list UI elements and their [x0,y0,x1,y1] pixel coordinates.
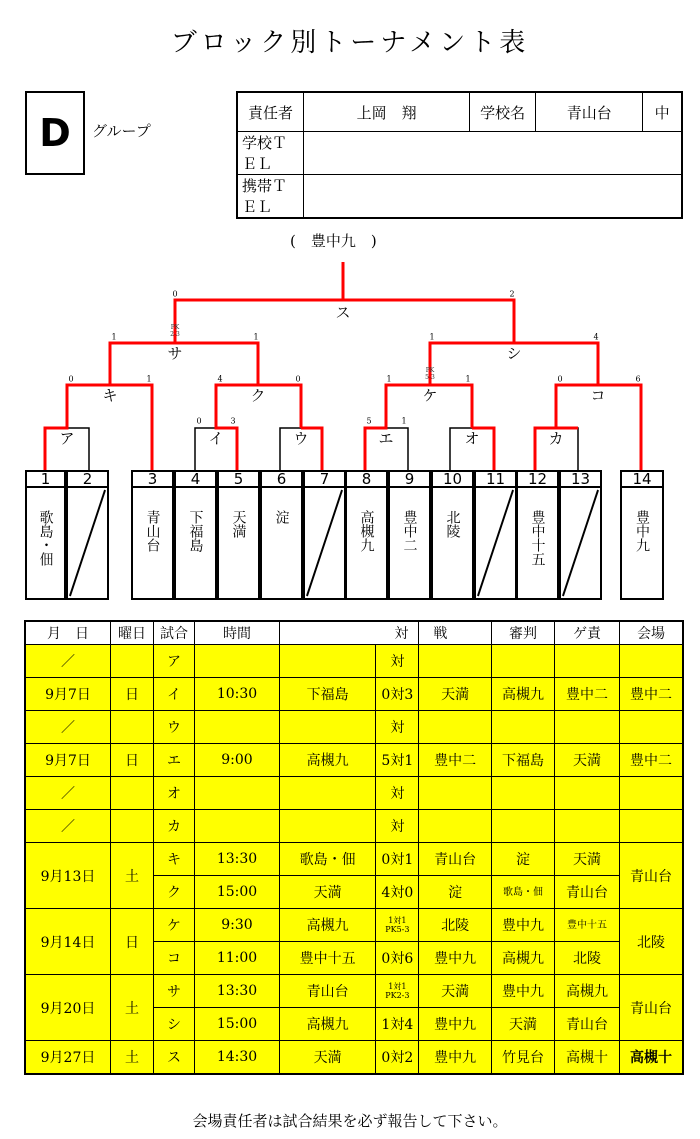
cell-venue[interactable]: 青山台 [620,843,684,909]
cell-game-sup[interactable]: 豊中二 [555,678,620,711]
cell-game-sup[interactable]: 高槻十 [555,1041,620,1075]
score-ke-right: 1 [465,374,471,384]
cell-match[interactable]: ア [154,645,195,678]
cell-score[interactable]: 0対6 [376,942,419,975]
cell-venue[interactable]: 北陵 [620,909,684,975]
cell-away[interactable]: 豊中二 [419,744,492,777]
cell-game-sup[interactable]: 北陵 [555,942,620,975]
cell-score[interactable]: 対 [376,645,419,678]
cell-home[interactable]: 天満 [280,876,376,909]
team-name: 北陵 [444,510,461,538]
cell-time[interactable] [195,711,280,744]
cell-date[interactable]: ／ [25,645,111,678]
cell-home[interactable]: 天満 [280,1041,376,1075]
header-time: 時間 [195,621,280,645]
match-i-label: イ [208,429,224,448]
responsible-label: 責任者 [237,92,304,132]
cell-away[interactable]: 北陵 [419,909,492,942]
cell-time[interactable]: 11:00 [195,942,280,975]
team-number: 8 [345,470,388,488]
header-match-up: 戦 [419,621,492,645]
header-referee: 審判 [492,621,555,645]
cell-game-sup[interactable]: 青山台 [555,876,620,909]
team-name: 青山台 [144,510,161,552]
score-shi-left: 1 [429,332,435,342]
cell-time[interactable] [195,777,280,810]
team-name: 豊中十五 [529,510,546,566]
cell-date[interactable]: ／ [25,777,111,810]
cell-time[interactable]: 15:00 [195,1008,280,1041]
champion-label: ( 豊中九 ) [290,232,377,250]
schedule-row [25,777,683,810]
cell-time[interactable] [195,645,280,678]
match-sa-label: サ [167,344,183,363]
cell-away[interactable] [419,645,492,678]
cell-score[interactable] [376,975,419,1008]
cell-match[interactable]: コ [154,942,195,975]
cell-date[interactable]: ／ [25,810,111,843]
cell-match[interactable]: ウ [154,711,195,744]
cell-referee[interactable] [492,645,555,678]
match-a-label: ア [59,429,75,448]
cell-day[interactable]: 土 [111,843,154,909]
score-ki-left: 0 [68,374,74,384]
cell-home[interactable] [280,810,376,843]
group-label: グループ [92,122,151,140]
cell-day[interactable]: 日 [111,744,154,777]
team-name-cell [345,488,388,600]
cell-away[interactable]: 青山台 [419,843,492,876]
team-number: 14 [620,470,664,488]
schedule-row [25,678,683,711]
team-blank-cell [474,488,517,600]
blank-slash [305,488,344,598]
cell-referee[interactable]: 高槻九 [492,678,555,711]
cell-game-sup[interactable] [555,645,620,678]
score-ke-pk: PK 5-3 [425,367,435,381]
team-name-cell [516,488,559,600]
cell-score[interactable]: 5対1 [376,744,419,777]
cell-match[interactable]: ケ [154,909,195,942]
score-ki-right: 1 [146,374,152,384]
cell-referee[interactable]: 下福島 [492,744,555,777]
cell-game-sup[interactable] [555,777,620,810]
team-name: 豊中二 [401,510,418,552]
cell-home[interactable]: 下福島 [280,678,376,711]
cell-score-pk: PK5-3 [385,925,410,934]
match-ki-label: キ [102,386,118,405]
team-number: 7 [303,470,346,488]
team-name-cell [25,488,66,600]
blank-slash [561,488,600,598]
cell-home[interactable] [280,645,376,678]
team-number: 5 [217,470,260,488]
cell-game-sup[interactable] [555,711,620,744]
cell-referee[interactable]: 豊中九 [492,975,555,1008]
schedule-row [25,909,683,942]
score-su-right: 2 [509,289,515,299]
cell-home[interactable] [280,711,376,744]
team-number: 3 [131,470,174,488]
cell-game-sup[interactable]: 高槻九 [555,975,620,1008]
cell-away[interactable]: 天満 [419,678,492,711]
cell-venue[interactable] [620,711,684,744]
score-ku-right: 0 [295,374,301,384]
cell-day[interactable]: 土 [111,1041,154,1075]
match-ko-label: コ [590,386,606,405]
team-number: 10 [431,470,474,488]
cell-time[interactable]: 9:30 [195,909,280,942]
header-vs: 対 [280,621,419,645]
responsible-value[interactable]: 上岡 翔 [304,92,470,132]
team-number: 12 [516,470,559,488]
team-number: 2 [66,470,109,488]
cell-date[interactable]: 9月20日 [25,975,111,1041]
cell-home[interactable] [280,777,376,810]
cell-score[interactable]: 対 [376,711,419,744]
cell-score[interactable]: 1対4 [376,1008,419,1041]
score-su-left: 0 [172,289,178,299]
cell-day[interactable] [111,810,154,843]
cell-home[interactable]: 歌島・佃 [280,843,376,876]
header-day: 曜日 [111,621,154,645]
cell-away[interactable]: 淀 [419,876,492,909]
score-i-left: 0 [196,416,202,426]
cell-time[interactable]: 15:00 [195,876,280,909]
match-ku-label: ク [250,386,266,405]
team-number: 13 [559,470,602,488]
blank-slash [68,488,107,598]
match-ke-label: ケ [422,386,438,405]
cell-date[interactable]: 9月7日 [25,678,111,711]
cell-venue[interactable]: 豊中二 [620,744,684,777]
footer-note: 会場責任者は試合結果を必ず報告して下さい。 [192,1112,508,1130]
cell-time[interactable]: 10:30 [195,678,280,711]
cell-referee[interactable]: 淀 [492,843,555,876]
cell-referee[interactable]: 竹見台 [492,1041,555,1075]
cell-match[interactable]: ク [154,876,195,909]
cell-score[interactable]: 対 [376,810,419,843]
cell-away[interactable]: 天満 [419,975,492,1008]
team-name: 淀 [273,510,290,524]
schedule-row [25,645,683,678]
cell-referee[interactable] [492,711,555,744]
cell-score[interactable]: 4対0 [376,876,419,909]
cell-home[interactable]: 豊中十五 [280,942,376,975]
cell-home[interactable]: 高槻九 [280,909,376,942]
cell-score[interactable]: 0対1 [376,843,419,876]
blank-slash [476,488,515,598]
score-ke-left: 1 [386,374,392,384]
score-sa-left: 1 [111,332,117,342]
cell-venue[interactable]: 青山台 [620,975,684,1041]
page-title: ブロック別トーナメント表 [170,28,530,58]
school-value[interactable]: 青山台 [536,92,643,132]
cell-score-main: 1対1 [388,982,407,991]
cell-match[interactable]: キ [154,843,195,876]
cell-score[interactable]: 対 [376,777,419,810]
cell-time[interactable]: 13:30 [195,843,280,876]
cell-venue[interactable]: 豊中二 [620,678,684,711]
schedule-row [25,843,683,876]
cell-referee[interactable]: 高槻九 [492,942,555,975]
score-i-right: 3 [230,416,236,426]
team-number: 11 [474,470,517,488]
score-ko-left: 0 [557,374,563,384]
cell-date[interactable]: 9月13日 [25,843,111,909]
cell-match[interactable]: シ [154,1008,195,1041]
cell-match[interactable]: カ [154,810,195,843]
score-sa-right: 1 [253,332,259,342]
school-label: 学校名 [470,92,536,132]
cell-day[interactable]: 日 [111,678,154,711]
cell-match[interactable]: イ [154,678,195,711]
cell-score-pk: PK2-3 [385,991,410,1000]
team-number: 4 [174,470,217,488]
team-name-cell [260,488,303,600]
cell-match[interactable]: オ [154,777,195,810]
cell-referee[interactable]: 天満 [492,1008,555,1041]
header-date: 月 日 [25,621,111,645]
score-ko-right: 6 [635,374,641,384]
header-venue: 会場 [620,621,684,645]
cell-score[interactable]: 0対2 [376,1041,419,1075]
cell-day[interactable] [111,777,154,810]
cell-venue[interactable] [620,810,684,843]
cell-day[interactable] [111,711,154,744]
team-blank-cell [66,488,109,600]
cell-day[interactable]: 土 [111,975,154,1041]
cell-day[interactable]: 日 [111,909,154,975]
cell-away[interactable]: 豊中九 [419,1041,492,1075]
schedule-row [25,711,683,744]
cell-time[interactable]: 13:30 [195,975,280,1008]
team-name: 下福島 [187,510,204,552]
cell-referee[interactable]: 豊中九 [492,909,555,942]
cell-game-sup[interactable]: 青山台 [555,1008,620,1041]
schedule-row [25,975,683,1008]
team-number: 9 [388,470,431,488]
team-number: 1 [25,470,66,488]
cell-venue[interactable] [620,777,684,810]
group-letter-box: D [25,91,85,175]
cell-game-sup[interactable]: 豊中十五 [555,909,620,942]
cell-day[interactable] [111,645,154,678]
team-name-cell [131,488,174,600]
cell-date[interactable]: ／ [25,711,111,744]
cell-referee[interactable]: 歌島・佃 [492,876,555,909]
cell-score[interactable] [376,909,419,942]
cell-venue[interactable]: 高槻十 [620,1041,684,1075]
header-match: 試合 [154,621,195,645]
cell-date[interactable]: 9月14日 [25,909,111,975]
cell-time[interactable] [195,810,280,843]
team-name: 歌島・佃 [37,510,54,566]
team-blank-cell [303,488,346,600]
cell-referee[interactable] [492,777,555,810]
cell-match[interactable]: サ [154,975,195,1008]
match-o-label: オ [464,429,480,448]
team-name-cell [431,488,474,600]
cell-score-main: 1対1 [388,916,407,925]
match-ka-label: カ [548,429,564,448]
team-blank-cell [559,488,602,600]
cell-venue[interactable] [620,645,684,678]
team-name: 豊中九 [634,510,650,552]
score-e-right: 1 [401,416,407,426]
cell-match[interactable]: エ [154,744,195,777]
cell-away[interactable] [419,810,492,843]
match-e-label: エ [378,429,394,448]
school-level[interactable]: 中 [643,92,682,132]
match-u-label: ウ [293,429,309,448]
cell-score[interactable]: 0対3 [376,678,419,711]
cell-time[interactable]: 9:00 [195,744,280,777]
cell-time[interactable]: 14:30 [195,1041,280,1075]
cell-away[interactable]: 豊中九 [419,942,492,975]
team-number: 6 [260,470,303,488]
cell-game-sup[interactable] [555,810,620,843]
team-name-cell [217,488,260,600]
score-sa-pk: PK 2-3 [170,324,180,338]
team-name-cell [620,488,664,600]
header-game-sup: ゲ責 [555,621,620,645]
school-tel-label: 学校ＴＥＬ [237,132,304,175]
schedule-row [25,1041,683,1075]
schedule-row [25,744,683,777]
cell-away[interactable]: 豊中九 [419,1008,492,1041]
score-ku-left: 4 [217,374,223,384]
cell-away[interactable] [419,777,492,810]
schedule-row [25,810,683,843]
cell-home[interactable]: 青山台 [280,975,376,1008]
score-shi-right: 4 [593,332,599,342]
cell-date[interactable]: 9月27日 [25,1041,111,1075]
cell-match[interactable]: ス [154,1041,195,1075]
team-name-cell [174,488,217,600]
match-su-label: ス [335,303,351,322]
team-name-cell [388,488,431,600]
schedule-table [24,620,684,1075]
team-name: 高槻九 [358,510,375,552]
cell-away[interactable] [419,711,492,744]
mobile-tel-label: 携帯ＴＥＬ [237,175,304,219]
cell-game-sup[interactable]: 天満 [555,744,620,777]
cell-referee[interactable] [492,810,555,843]
score-e-left: 5 [366,416,372,426]
match-shi-label: シ [506,344,522,363]
cell-home[interactable]: 高槻九 [280,1008,376,1041]
cell-game-sup[interactable]: 天満 [555,843,620,876]
cell-date[interactable]: 9月7日 [25,744,111,777]
team-name: 天満 [230,510,247,538]
cell-home[interactable]: 高槻九 [280,744,376,777]
